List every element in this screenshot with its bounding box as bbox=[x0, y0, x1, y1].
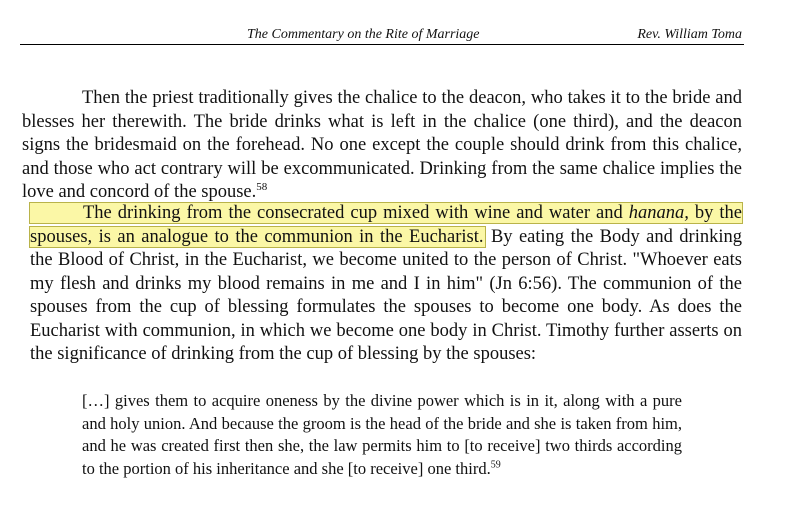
paragraph-chalice bbox=[22, 87, 742, 205]
highlight-text-part2: by the spouses, is an analogue to the communion in the Eucharist. bbox=[30, 203, 742, 247]
footnote-ref-58[interactable]: 58 bbox=[256, 180, 268, 193]
block-quote bbox=[82, 390, 682, 480]
highlight-text-part1: The drinking from the consecrated cup mixed with wine and water and bbox=[83, 203, 629, 223]
footnote-ref-59[interactable]: 59 bbox=[490, 459, 501, 470]
paragraph-communion-text: By eating the Body and drinking the Blood of Christ, in the Eucharist, we become united to the person of Christ. "Whoever eats my flesh and drinks my blood remains in me and I in him" (Jn 6:56). The communion of the spouses from the cup of blessing formulates the spouses to become one body. As does the Eucharist with communion, in which we become one body in Christ. Timothy further asserts on the significance of drinking from the cup of blessing by the spouses: bbox=[30, 226, 742, 364]
block-quote-text: […] gives them to acquire oneness by the divine power which is in it, along with a pure and holy union. And because the groom is the head of the bride and she is taken from him, and he was created first then she, the law permits him to [to receive] two thirds according to the portion of his inheritance and she [to receive] one third. bbox=[82, 391, 682, 478]
running-header bbox=[20, 24, 744, 45]
paragraph-communion bbox=[30, 202, 742, 367]
header-title: The Commentary on the Rite of Marriage bbox=[247, 27, 480, 42]
paragraph-chalice-text: Then the priest traditionally gives the chalice to the deacon, who takes it to the bride and blesses her therewith. The bride drinks what is left in the chalice (one third), and the deacon signs the bridesmaid on the forehead. No one except the couple should drink from this chalice, and those who act contrary will be excommunicated. Drinking from the same chalice implies the love and concord of the spouse. bbox=[22, 88, 742, 202]
header-author: Rev. William Toma bbox=[637, 27, 742, 42]
highlight-italic-term: hanana, bbox=[628, 203, 689, 223]
